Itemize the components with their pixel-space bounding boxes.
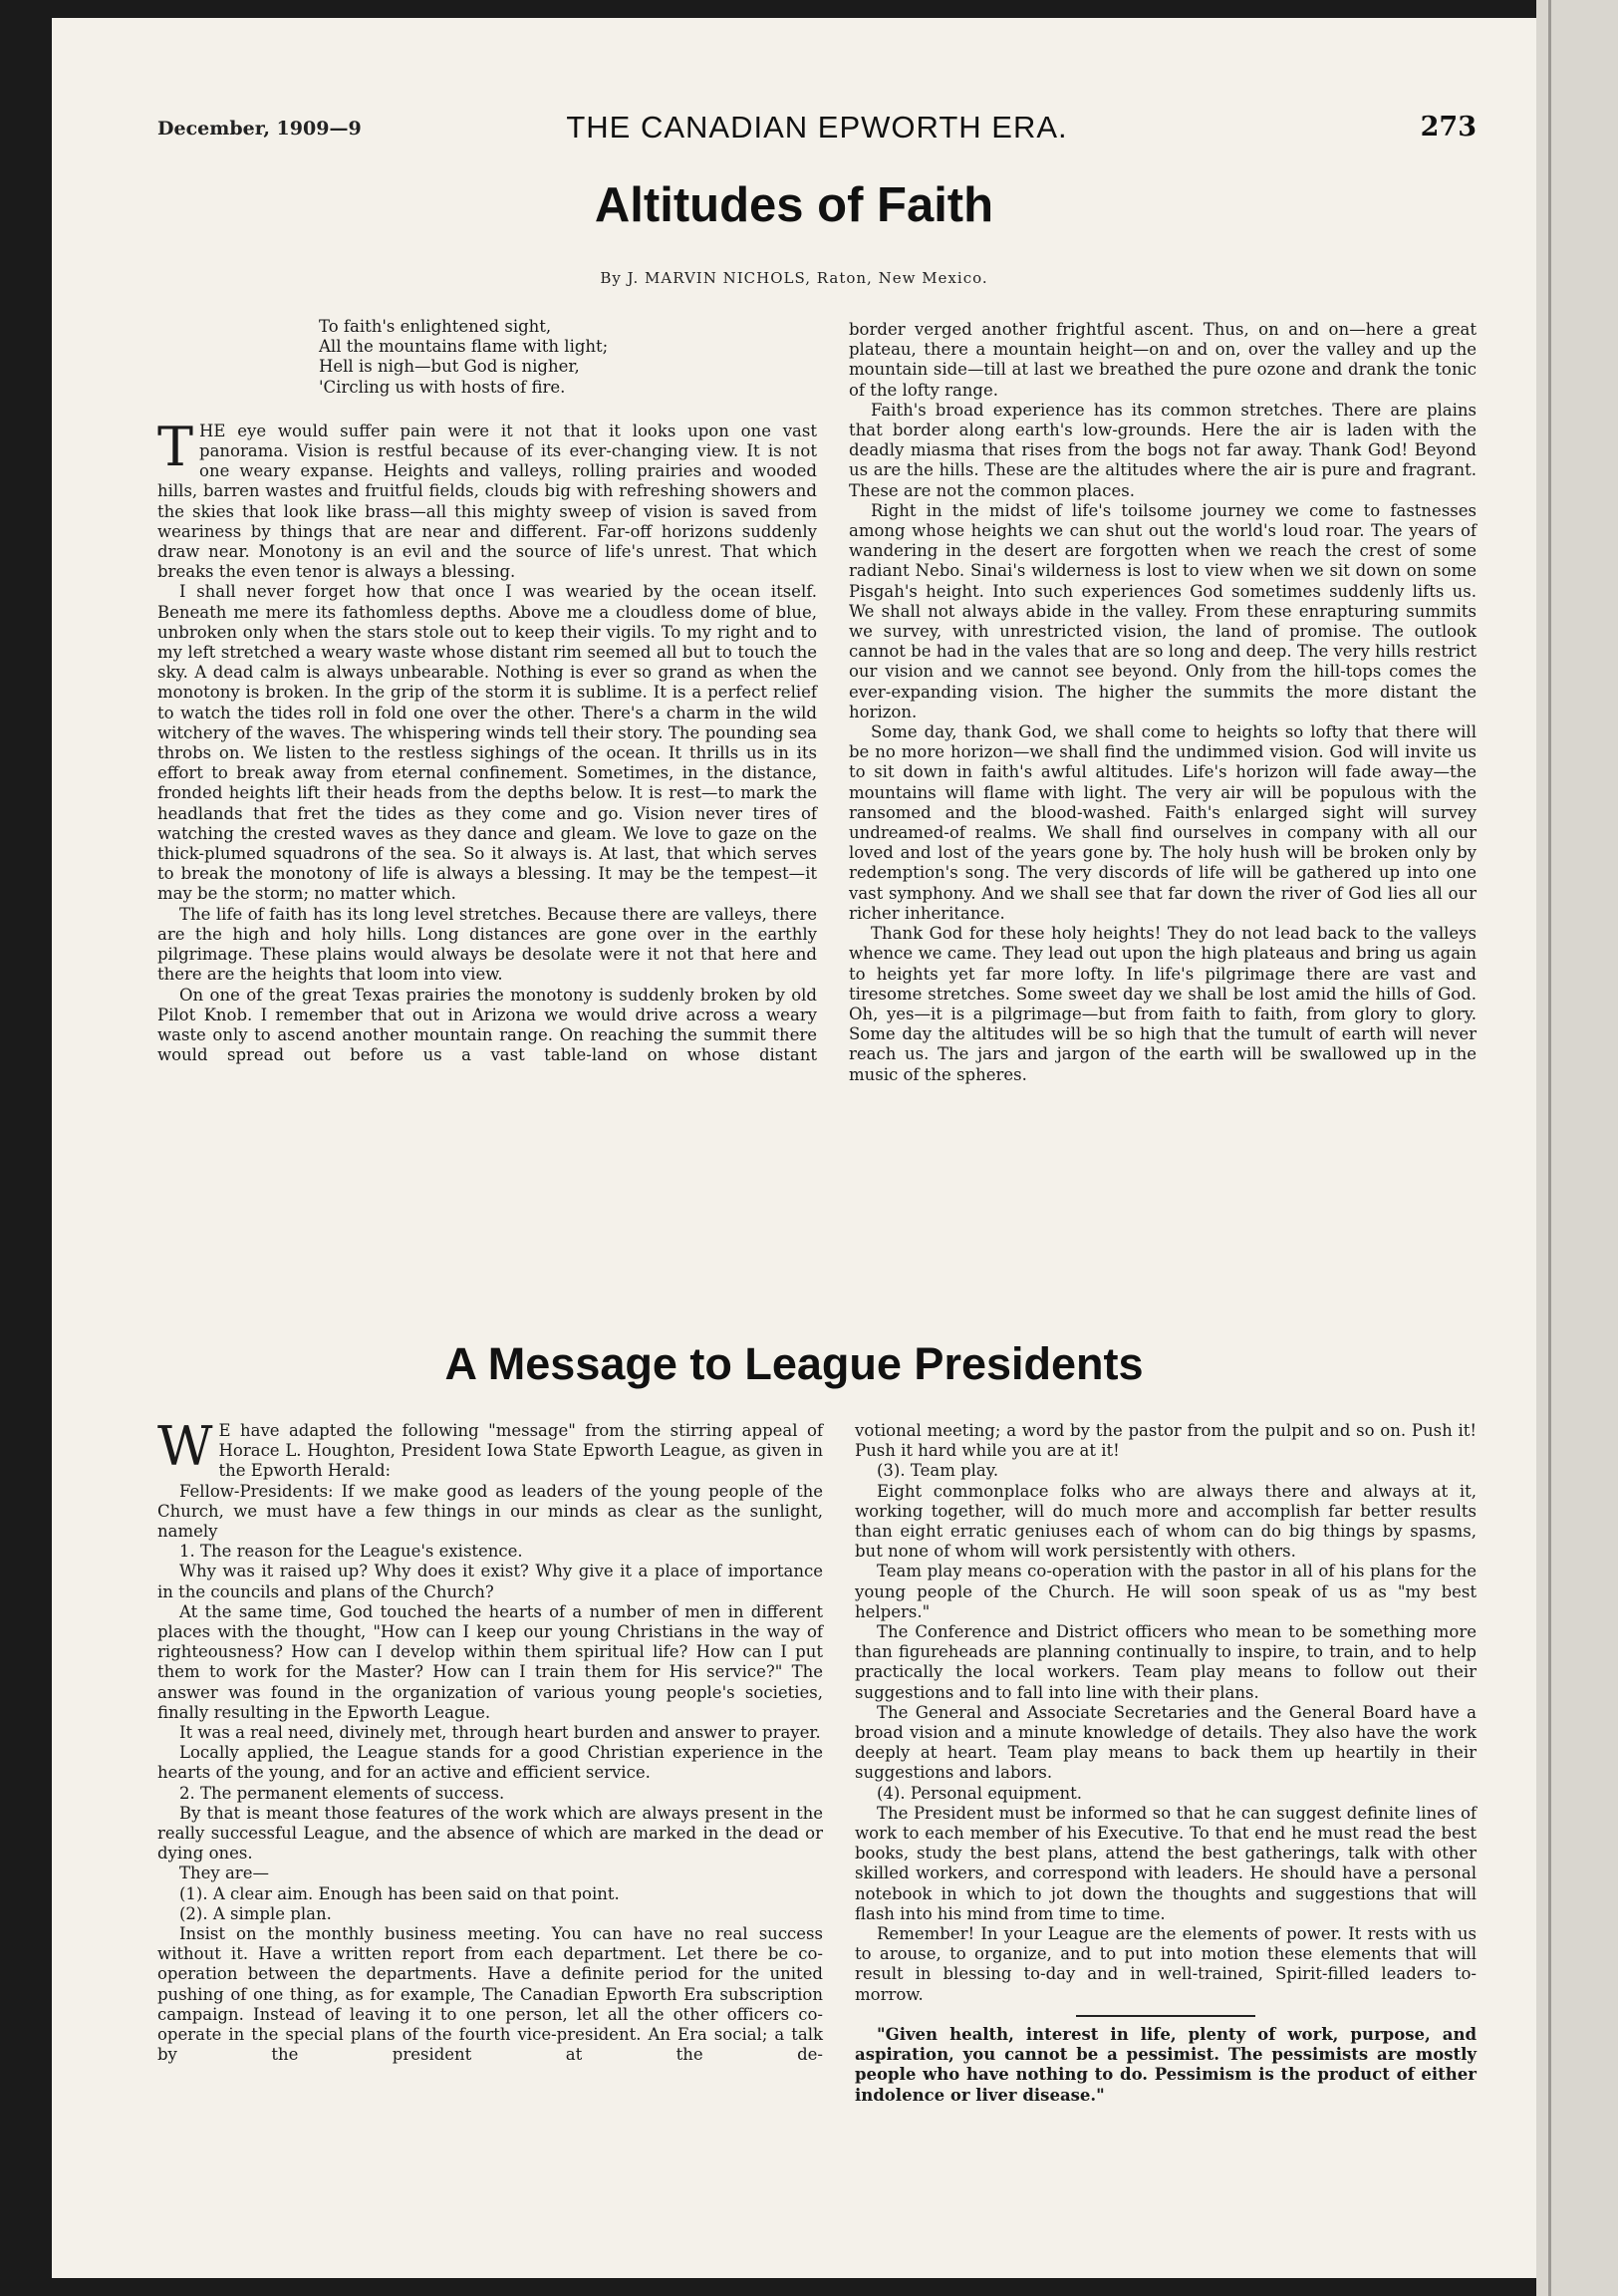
paragraph: Thank God for these holy heights! They do not lead back to the valleys whence we came. They lead out upon the high plateaus and bring us again to heights yet far more lofty. In life's pilgrimage there are vast and tiresome stretches. Some sweet day we shall be lost amid the hills of God. Oh, yes—it is a pilgrimage—but from faith to faith, from glory to glory. Some day the altitudes will be so high that the tumult of earth will never reach us. The jars and jargon of the earth will be swallowed up in the music of the spheres. bbox=[849, 924, 1477, 1084]
paragraph: Insist on the monthly business meeting. You can have no real success without it. Have a written report from each department. Let there be co-operation between the departments. Have a definite period for the united pushing of one thing, as for example, The Canadian Epworth Era subscription campaign. Instead of leaving it to one person, let all the other officers co-operate in the special plans of the fourth vice-president. An Era social; a talk by the president at the de- bbox=[157, 1924, 823, 2065]
paragraph: By that is meant those features of the work which are always present in the really successful League, and the absence of which are marked in the dead or dying ones. bbox=[157, 1803, 823, 1864]
page-edge bbox=[1536, 0, 1618, 2296]
paragraph: Why was it raised up? Why does it exist? Why give it a place of importance in the councils and plans of the Church? bbox=[157, 1562, 823, 1601]
paragraph: The General and Associate Secretaries and the General Board have a broad vision and a minute knowledge of details. They also have the work deeply at heart. Team play means to back them up heartily in their suggestions and labors. bbox=[855, 1702, 1477, 1783]
poem-line: Hell is nigh—but God is nigher, bbox=[319, 357, 580, 377]
paragraph: 1. The reason for the League's existence. bbox=[179, 1542, 523, 1562]
paragraph: (4). Personal equipment. bbox=[877, 1783, 1082, 1803]
paragraph: THE eye would suffer pain were it not that it looks upon one vast panorama. Vision is restful because of its ever-changing view. It is not one weary expanse. Heights and valleys, rolling prairies and wooded hills, barren wastes and fruitful fields, clouds big with refreshing showers and the skies that look like brass—all this mighty sweep of vision is saved from weariness by things that are near and different. Far-off horizons suddenly draw near. Monotony is an evil and the source of life's unrest. That which breaks the even tenor is always a blessing. bbox=[157, 415, 817, 582]
paragraph: Team play means co-operation with the pastor in all of his plans for the young people of the Church. He will soon speak of us as "my best helpers." bbox=[855, 1562, 1477, 1621]
drop-cap: W bbox=[157, 1415, 213, 1478]
paragraph: They are— bbox=[179, 1864, 269, 1883]
paragraph: Locally applied, the League stands for a good Christian experience in the hearts of the young, and for an active and efficient service. bbox=[157, 1743, 823, 1783]
paragraph: The Conference and District officers who mean to be something more than figureheads are planning continually to inspire, to train, and to help practically the local workers. Team play means to follow out their suggestions and to fall into line with their plans. bbox=[855, 1622, 1477, 1702]
paragraph: (2). A simple plan. bbox=[179, 1903, 332, 1923]
poem-line: 'Circling us with hosts of fire. bbox=[319, 377, 566, 397]
paragraph: 2. The permanent elements of success. bbox=[179, 1783, 505, 1803]
magazine-page bbox=[52, 18, 1536, 2278]
epigraph-poem bbox=[319, 317, 817, 398]
paragraph: W E have adapted the following "message" from the stirring appeal of Horace L. Houghton, President Iowa State Epworth League, as given in the Epworth Herald: bbox=[157, 1415, 823, 1481]
paragraph: It was a real need, divinely met, through heart burden and answer to prayer. bbox=[179, 1723, 821, 1743]
paragraph: At the same time, God touched the hearts of a number of men in different places with the thought, "How can I keep our young Christians in the way of righteousness? How can I develop within them spiritual life? How can I put them to work for the Master? How can I train them for His service?" The answer was found in the organization of various young people's societies, finally resulting in the Epworth League. bbox=[157, 1601, 823, 1722]
article1-right-column bbox=[849, 320, 1477, 1085]
article2-right-column bbox=[855, 1421, 1477, 2106]
paragraph: Right in the midst of life's toilsome journey we come to fastnesses among whose heights we can shut out the world's loud roar. The years of wandering in the desert are forgotten when we reach the crest of some radiant Nebo. Sinai's wilderness is lost to view when we sit down on some Pisgah's height. Into such experiences God sometimes suddenly lifts us. We shall not always abide in the valley. From these enrapturing summits we survey, with unrestricted vision, the land of promise. The outlook cannot be had in the vales that are so long and deep. The very hills restrict our vision and we cannot see beyond. Only from the hill-tops comes the ever-expanding vision. The higher the summits the more distant the horizon. bbox=[849, 500, 1477, 721]
article1-left-column bbox=[157, 317, 817, 1065]
pull-quote: "Given health, interest in life, plenty of work, purpose, and aspiration, you cannot be a pessimist. The pessimists are mostly people who have nothing to do. Pessimism is the product of either indolence or liver disease." bbox=[855, 2024, 1477, 2105]
article2-left-column bbox=[157, 1415, 823, 2066]
poem-line: To faith's enlightened sight, bbox=[319, 317, 552, 336]
issue-date: December, 1909—9 bbox=[157, 118, 362, 140]
paragraph: I shall never forget how that once I was wearied by the ocean itself. Beneath me mere its fathomless depths. Above me a cloudless dome of blue, unbroken only when the stars stole out to keep their vigils. To my right and to my left stretched a weary waste whose distant rim seemed all but to touch the sky. A dead calm is always unbearable. Nothing is ever so grand as when the monotony is broken. In the grip of the storm it is sublime. It is a perfect relief to watch the tides roll in fold one over the other. There's a charm in the wild witchery of the waves. The whispering winds tell their story. The pounding sea throbs on. We listen to the restless sighings of the ocean. It thrills us in its effort to break away from eternal confinement. Sometimes, in the distance, fronded heights lift their heads from the depths below. It is rest—to mark the headlands that fret the tides as they come and go. Vision never tires of watching the crested waves as they dance and gleam. We love to gaze on the thick-plumed squadrons of the sea. So it always is. At last, that which serves to break the monotony of life is always a blessing. It may be the tempest—it may be the storm; no matter which. bbox=[157, 582, 817, 904]
running-head bbox=[157, 110, 1477, 149]
paragraph: On one of the great Texas prairies the monotony is suddenly broken by old Pilot Knob. I remember that out in Arizona we would drive across a weary waste only to ascend another mountain range. On reaching the summit there would spread out before us a vast table-land on whose distant bbox=[157, 985, 817, 1065]
paragraph: Faith's broad experience has its common stretches. There are plains that border along earth's low-grounds. Here the air is laden with the deadly miasma that rises from the bogs not far away. Thank God! Beyond us are the hills. These are the altitudes where the air is pure and fragrant. These are not the common places. bbox=[849, 400, 1477, 500]
page-number: 273 bbox=[1420, 112, 1477, 143]
drop-cap: T bbox=[157, 415, 194, 478]
paragraph: (3). Team play. bbox=[877, 1461, 999, 1481]
paragraph: The President must be informed so that he can suggest definite lines of work to each member of his Executive. To that end he must read the best books, study the best plans, attend the best gatherings, talk with other skilled workers, and correspond with leaders. He should have a personal notebook in which to jot down the thoughts and suggestions that will flash into his mind from time to time. bbox=[855, 1803, 1477, 1923]
paragraph: The life of faith has its long level stretches. Because there are valleys, there are the high and holy hills. Long distances are gone over in the earthly pilgrimage. These plains would always be desolate were it not that here and there are the heights that loom into view. bbox=[157, 904, 817, 985]
paragraph: Fellow-Presidents: If we make good as leaders of the young people of the Church, we must have a few things in our minds as clear as the sunlight, namely bbox=[157, 1481, 823, 1542]
paragraph: (1). A clear aim. Enough has been said on that point. bbox=[179, 1883, 620, 1903]
article-title-league-presidents: A Message to League Presidents bbox=[444, 1338, 1144, 1389]
article-title-altitudes: Altitudes of Faith bbox=[594, 178, 994, 232]
paragraph: Some day, thank God, we shall come to heights so lofty that there will be no more horizon—we shall find the undimmed vision. God will invite us to sit down in faith's awful altitudes. Life's horizon will fade away—the mountains will flame with light. The very air will be populous with the ransomed and the blood-washed. Faith's enlarged sight will survey undreamed-of realms. We shall find ourselves in company with all our loved and lost of the years gone by. The holy hush will be broken only by redemption's song. The very discords of life will be gathered up into one vast symphony. And we shall see that far down the river of God lies all our richer inheritance. bbox=[849, 722, 1477, 923]
paragraph: Eight commonplace folks who are always there and always at it, working together, will do much more and accomplish far better results than eight erratic geniuses each of whom can do big things by spasms, but none of whom will work persistently with others. bbox=[855, 1481, 1477, 1562]
paragraph: border verged another frightful ascent. Thus, on and on—here a great plateau, there a mountain height—on and on, over the valley and up the mountain side—till at last we breathed the pure ozone and drank the tonic of the lofty range. bbox=[849, 320, 1477, 400]
byline: By J. MARVIN NICHOLS, Raton, New Mexico. bbox=[600, 269, 988, 287]
paragraph: votional meeting; a word by the pastor from the pulpit and so on. Push it! Push it hard while you are at it! bbox=[855, 1421, 1477, 1461]
journal-title: THE CANADIAN EPWORTH ERA. bbox=[566, 110, 1068, 144]
paragraph: Remember! In your League are the elements of power. It rests with us to arouse, to organize, and to put into motion these elements that will result in blessing to-day and in well-trained, Spirit-filled leaders to-morrow. bbox=[855, 1924, 1477, 2004]
poem-line: All the mountains flame with light; bbox=[319, 337, 609, 357]
divider-rule bbox=[1076, 2015, 1255, 2017]
